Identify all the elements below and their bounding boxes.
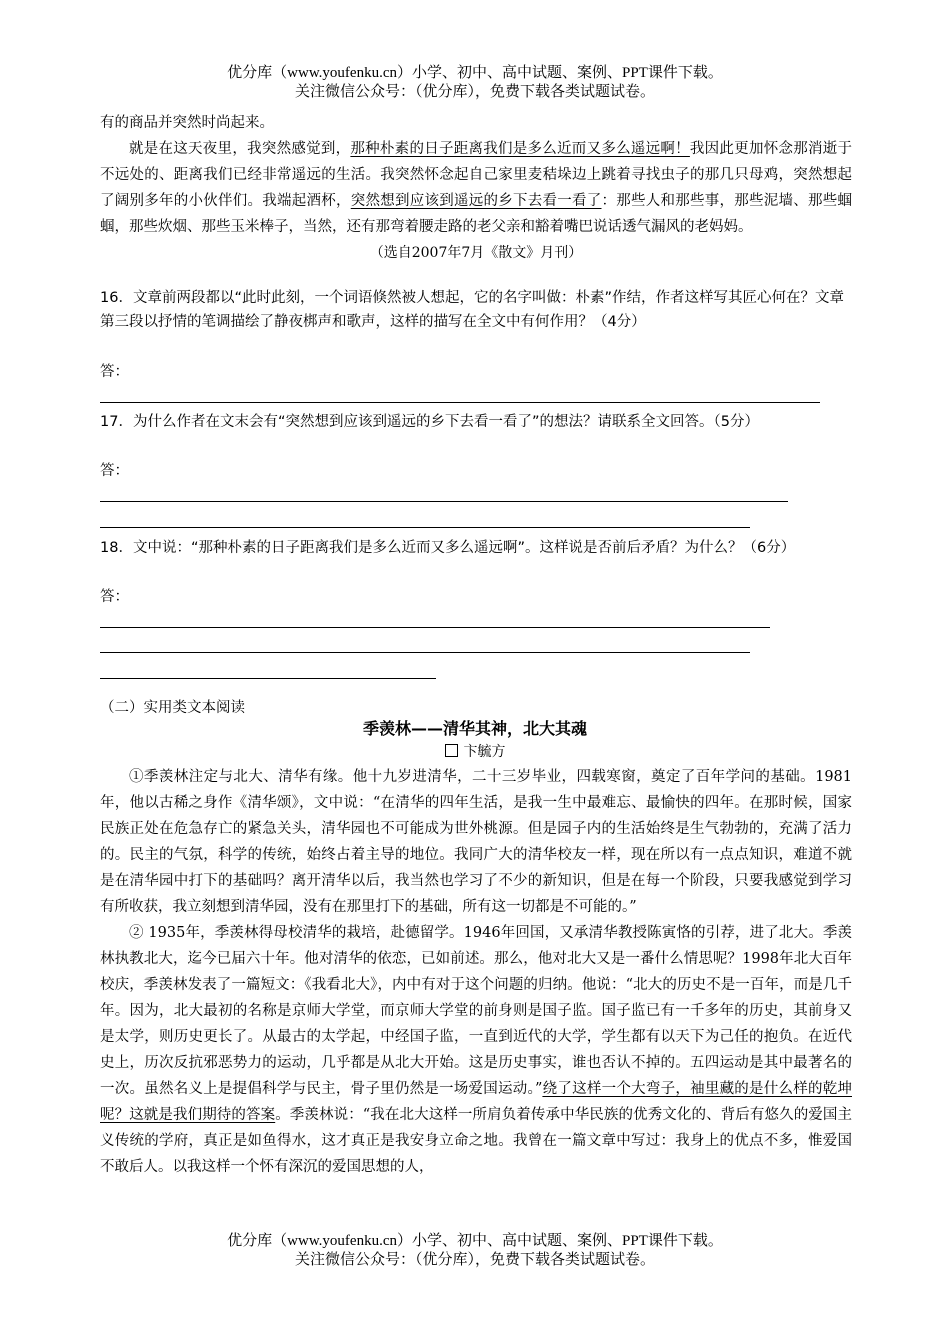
article-paragraph-2 — [100, 920, 852, 1180]
article-title: 季羡林——清华其神，北大其魂 — [362, 719, 587, 738]
passage-line: 有的商品并突然时尚起来。 — [100, 115, 274, 131]
passage-source: （选自2007年7月《散文》月刊） — [369, 245, 583, 261]
underlined-sentence: 那种朴素的日子距离我们是多么近而又多么遥远啊！ — [350, 141, 690, 157]
footer-line-1: 优分库（www.youfenku.cn）小学、初中、高中试题、案例、PPT课件下载。 — [227, 1233, 723, 1249]
article-text: ② 1935年，季羡林得母校清华的栽培，赴德留学。1946年回国，又承清华教授陈寅恪的引荐，进了北大。季羡林执教北大，迄今已届六十年。他对清华的依恋，已如前述。那么，他对北大又是一番什么情思呢？1998年北大百年校庆，季羡林发表了一篇短文：《我看北大》，内中有对于这个问题的归纳。他说：“北大的历史不是一百年，而是几千年。因为，北大最初的名称是京师大学堂，而京师大学堂的前身则是国子监。国子监已有一千多年的历史，其前身又是太学，则历史更长了。从最古的太学起，中经国子监，一直到近代的大学，学生都有以天下为己任的抱负。在近代史上，历次反抗邪恶势力的运动，几乎都是从北大开始。这是历史事实，谁也否认不掉的。五四运动是其中最著名的一次。虽然名义上是提倡科学与民主，骨子里仍然是一场爱国运动。” — [100, 925, 852, 1097]
article-text: 。季羡林说：“我在北大这样一所肩负着传承中华民族的优秀文化的、背后有悠久的爱国主义传统的学府，真正是如鱼得水，这才真正是我安身立命之地。我曾在一篇文章中写过：我身上的优点不多，惟爱国不敢后人。以我这样一个怀有深沉的爱国思想的人， — [100, 1107, 852, 1175]
answer-line[interactable] — [100, 652, 750, 653]
footer-line-2: 关注微信公众号：（优分库），免费下载各类试题试卷。 — [294, 1252, 655, 1268]
header-line-2: 关注微信公众号：（优分库），免费下载各类试题试卷。 — [294, 84, 655, 100]
answer-line[interactable] — [100, 678, 436, 679]
passage-text: ：那些人和那些事，那些泥墙、那些蝈蝈，那些炊烟、那些玉米棒子，当然，还有那弯着腰走路的老父亲和豁着嘴巴说话透气漏风的老妈妈。 — [100, 193, 852, 235]
answer-label: 答： — [100, 589, 129, 605]
page-header — [0, 64, 950, 102]
article-paragraph-1: ①季羡林注定与北大、清华有缘。他十九岁进清华，二十三岁毕业，四载寒窗，奠定了百年学问的基础。1981年，他以古稀之身作《清华颂》，文中说：“在清华的四年生活，是我一生中最难忘、最愉快的四年。在那时候，国家民族正处在危急存亡的紧急关头，清华园也不可能成为世外桃源。但是园子内的生活始终是生气勃勃的，充满了活力的。民主的气氛，科学的传统，始终占着主导的地位。我同广大的清华校友一样，现在所以有一点点知识，难道不就是在清华园中打下的基础吗？离开清华以后，我当然也学习了不少的新知识，但是在每一个阶段，只要我感觉到学习有所收获，我立刻想到清华园，没有在那里打下的基础，所有这一切都是不可能的。” — [100, 769, 852, 915]
section-heading: （二）实用类文本阅读 — [100, 700, 245, 716]
answer-label: 答： — [100, 463, 129, 479]
underlined-sentence: 突然想到应该到遥远的乡下去看一看了 — [350, 193, 602, 209]
question-16: 16．文章前两段都以“此时此刻，一个词语倏然被人想起，它的名字叫做：朴素”作结，作者这样写其匠心何在？文章第三段以抒情的笔调描绘了静夜梆声和歌声，这样的描写在全文中有何作用？（4分） — [100, 290, 844, 330]
article-body — [100, 764, 852, 1180]
passage-continuation — [100, 110, 852, 266]
passage-text: 就是在这天夜里，我突然感觉到， — [129, 141, 351, 157]
question-18: 18．文中说：“那种朴素的日子距离我们是多么近而又多么遥远啊”。这样说是否前后矛盾？为什么？（6分） — [100, 540, 796, 556]
underlined-sentence: 绕了这样一个大弯子，袖里藏的是什么样的乾坤呢？这就是我们期待的答案 — [100, 1081, 852, 1123]
answer-line[interactable] — [100, 527, 750, 528]
header-line-1: 优分库（www.youfenku.cn）小学、初中、高中试题、案例、PPT课件下载。 — [227, 65, 723, 81]
answer-line[interactable] — [100, 402, 820, 403]
page-footer — [0, 1232, 950, 1270]
answer-line[interactable] — [100, 501, 788, 502]
box-icon — [445, 744, 458, 757]
answer-label: 答： — [100, 364, 129, 380]
passage-paragraph — [100, 136, 852, 240]
answer-line[interactable] — [100, 627, 770, 628]
question-17: 17．为什么作者在文末会有“突然想到应该到遥远的乡下去看一看了”的想法？请联系全文回答。（5分） — [100, 414, 759, 430]
author-name: 卞毓方 — [463, 744, 506, 760]
passage-text: 我因此更加怀念那消逝于不远处的、距离我们已经非常遥远的生活。我突然怀念起自己家里麦秸垛边上跳着寻找虫子的那几只母鸡，突然想起了阔别多年的小伙伴们。我端起酒杯， — [100, 141, 853, 209]
article-author — [0, 742, 950, 762]
